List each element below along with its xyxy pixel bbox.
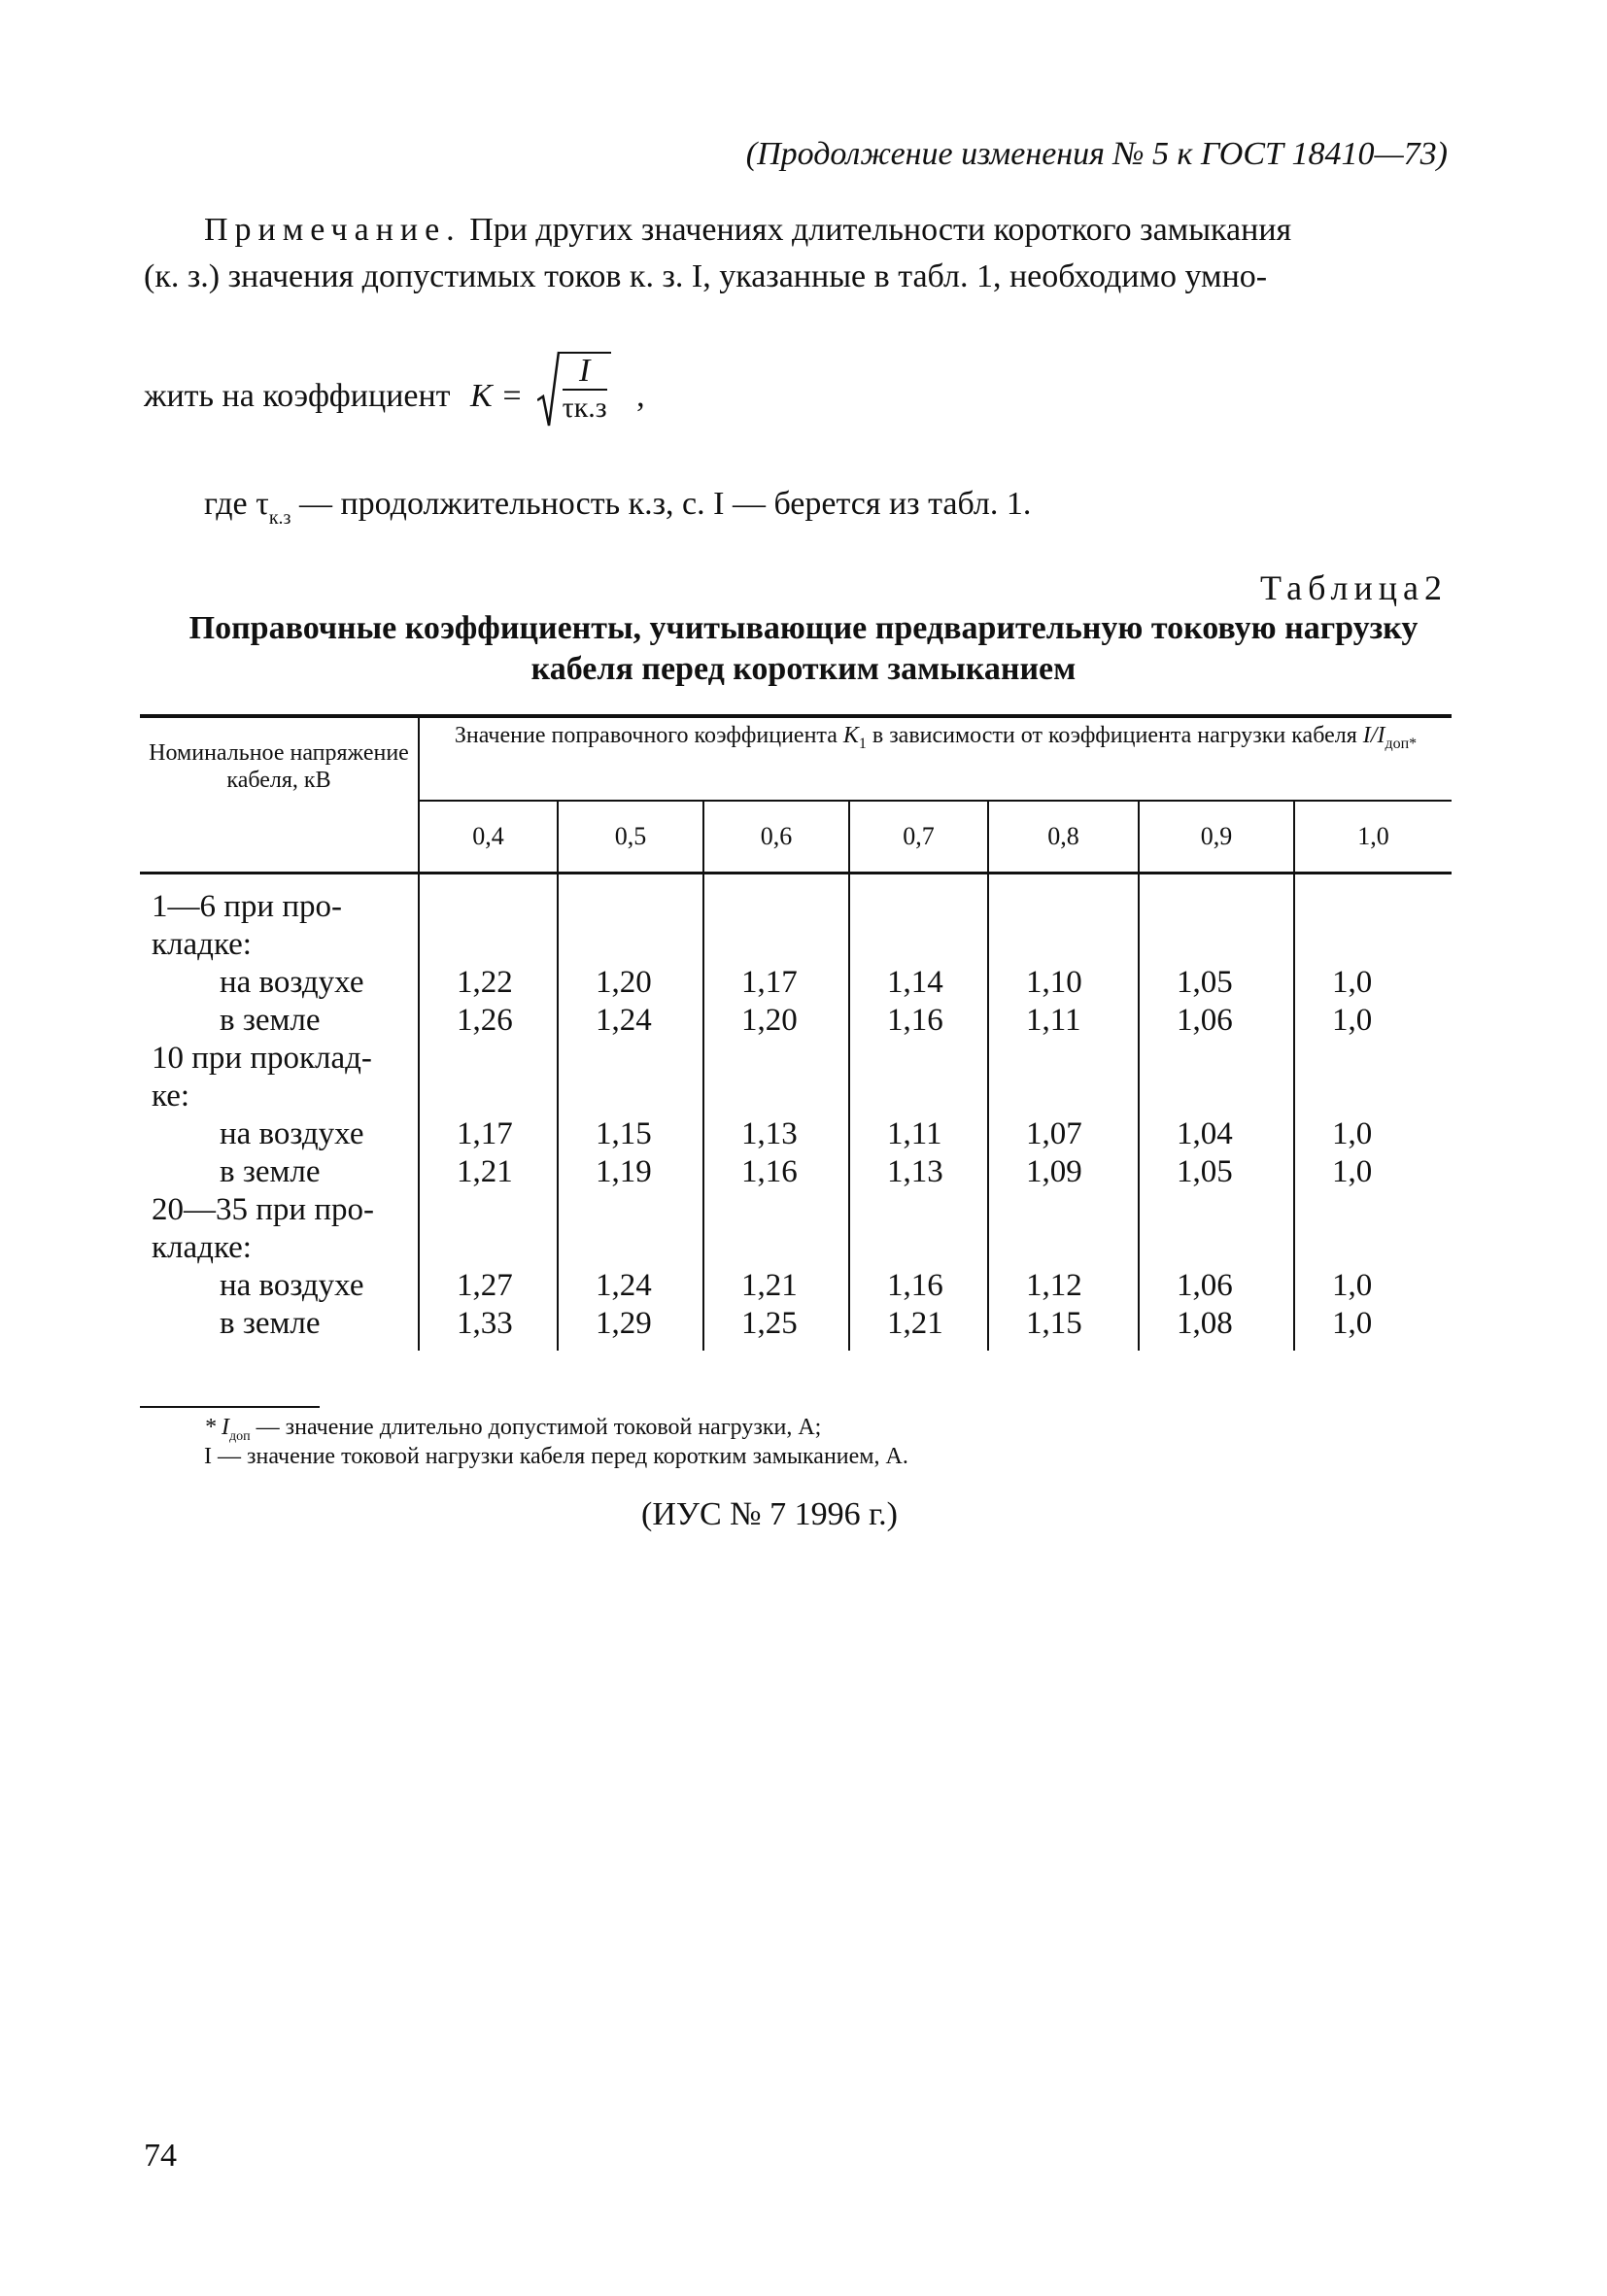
table-cell bbox=[420, 1191, 557, 1229]
table-cell: 1,26 bbox=[457, 1003, 513, 1038]
table-cell bbox=[559, 926, 702, 964]
table-cell bbox=[1295, 888, 1452, 926]
table-cell bbox=[559, 1078, 702, 1115]
sqrt-formula bbox=[537, 352, 611, 429]
group-header-ratio-sub: доп* bbox=[1385, 736, 1418, 752]
table-cell: 1,24 bbox=[596, 1268, 652, 1303]
load-value-header: 0,7 bbox=[849, 801, 988, 874]
table-cell: 1,06 bbox=[1177, 1003, 1233, 1038]
table-title: Поправочные коэффициенты, учитывающие предварительную токовую нагрузку кабеля перед коротким замыканием bbox=[188, 610, 1419, 687]
voltage-column-header: Номинальное напряжение кабеля, кВ bbox=[140, 716, 419, 874]
table-cell: 1,0 bbox=[1332, 1116, 1373, 1151]
table-cell bbox=[420, 888, 557, 926]
table-cell: 1,09 bbox=[1026, 1154, 1082, 1189]
table-cell: 1,07 bbox=[1026, 1116, 1082, 1151]
note-text-4: — продолжительность к.з, с. I — берется из табл. 1. bbox=[291, 486, 1032, 522]
table-cell bbox=[850, 1229, 987, 1267]
table-cell: 1,19 bbox=[596, 1154, 652, 1189]
table-cell bbox=[850, 1078, 987, 1115]
row-label: 20—35 при про- bbox=[152, 1192, 374, 1227]
page-header: (Продолжение изменения № 5 к ГОСТ 18410—73) bbox=[745, 136, 1448, 172]
row-label: в земле bbox=[220, 1154, 321, 1189]
table-cell bbox=[704, 926, 848, 964]
radical-icon bbox=[537, 350, 561, 428]
table-cell: 1,22 bbox=[457, 965, 513, 1000]
table-cell: 1,08 bbox=[1177, 1306, 1233, 1341]
load-value-header: 1,0 bbox=[1294, 801, 1452, 874]
table-cell bbox=[704, 1078, 848, 1115]
table-cell bbox=[989, 888, 1138, 926]
formula-lhs: K = bbox=[470, 377, 524, 414]
load-value-header: 0,9 bbox=[1139, 801, 1294, 874]
group-header-post: в зависимости от коэффициента нагрузки кабеля bbox=[866, 723, 1363, 748]
table-cell: 1,15 bbox=[1026, 1306, 1082, 1341]
table-cell: 1,16 bbox=[741, 1154, 798, 1189]
table-cell bbox=[850, 888, 987, 926]
value-column bbox=[849, 874, 988, 1352]
table-cell bbox=[420, 1078, 557, 1115]
note-text-1: При других значениях длительности короткого замыкания bbox=[469, 212, 1292, 248]
row-label: кладке: bbox=[152, 927, 252, 962]
value-column bbox=[1294, 874, 1452, 1352]
table-cell bbox=[1140, 1191, 1293, 1229]
value-column bbox=[419, 874, 558, 1352]
group-header-ratio: I/I bbox=[1362, 723, 1385, 748]
formula-comma: , bbox=[636, 377, 645, 414]
note-line-4 bbox=[204, 482, 1031, 531]
ius-reference: (ИУС № 7 1996 г.) bbox=[641, 1496, 898, 1532]
load-value-header: 0,8 bbox=[988, 801, 1139, 874]
footnote-1-symbol: * I bbox=[204, 1415, 229, 1440]
table-cell bbox=[1295, 1229, 1452, 1267]
row-label: 1—6 при про- bbox=[152, 889, 342, 924]
note-label: Примечание. bbox=[204, 212, 462, 248]
table-cell bbox=[1140, 926, 1293, 964]
table-cell bbox=[989, 1078, 1138, 1115]
table-cell bbox=[1140, 1040, 1293, 1078]
row-labels bbox=[140, 874, 419, 1352]
note-text-3: жить на коэффициент bbox=[144, 377, 451, 414]
table-cell: 1,16 bbox=[887, 1268, 943, 1303]
table-cell: 1,13 bbox=[887, 1154, 943, 1189]
table-cell bbox=[420, 1229, 557, 1267]
row-label: на воздухе bbox=[220, 965, 364, 1000]
table-cell bbox=[420, 926, 557, 964]
fraction-denominator: τк.з bbox=[562, 392, 607, 424]
table-cell: 1,11 bbox=[1026, 1003, 1081, 1038]
table-cell: 1,12 bbox=[1026, 1268, 1082, 1303]
fraction-numerator: I bbox=[563, 354, 607, 391]
table-cell: 1,05 bbox=[1177, 965, 1233, 1000]
table-cell: 1,21 bbox=[887, 1306, 943, 1341]
table-cell: 1,0 bbox=[1332, 1003, 1373, 1038]
footnote-1-text: — значение длительно допустимой токовой нагрузки, А; bbox=[250, 1415, 822, 1440]
table-cell: 1,17 bbox=[741, 965, 798, 1000]
table-cell: 1,25 bbox=[741, 1306, 798, 1341]
table-cell: 1,20 bbox=[741, 1003, 798, 1038]
table-cell bbox=[704, 888, 848, 926]
value-column bbox=[988, 874, 1139, 1352]
group-header-pre: Значение поправочного коэффициента bbox=[454, 723, 843, 748]
row-label: на воздухе bbox=[220, 1268, 364, 1303]
table-cell: 1,11 bbox=[887, 1116, 942, 1151]
table-cell: 1,17 bbox=[457, 1116, 513, 1151]
table-cell bbox=[704, 1040, 848, 1078]
table-cell: 1,15 bbox=[596, 1116, 652, 1151]
table-cell: 1,33 bbox=[457, 1306, 513, 1341]
table-cell bbox=[1295, 1191, 1452, 1229]
table-cell bbox=[559, 1191, 702, 1229]
footnote-divider bbox=[140, 1406, 320, 1408]
value-column bbox=[1139, 874, 1294, 1352]
table-cell bbox=[989, 1229, 1138, 1267]
table-cell bbox=[989, 926, 1138, 964]
tau-subscript: к.з bbox=[268, 507, 291, 529]
table-cell bbox=[1295, 1078, 1452, 1115]
page-number: 74 bbox=[144, 2138, 177, 2174]
row-label: ке: bbox=[152, 1079, 190, 1114]
group-header-k-sub: 1 bbox=[858, 736, 867, 752]
table-cell bbox=[420, 1040, 557, 1078]
footnote-1 bbox=[204, 1413, 821, 1446]
table-cell: 1,20 bbox=[596, 965, 652, 1000]
table-cell bbox=[850, 1191, 987, 1229]
value-column bbox=[558, 874, 703, 1352]
table-cell bbox=[1295, 1040, 1452, 1078]
table-cell: 1,24 bbox=[596, 1003, 652, 1038]
load-value-header: 0,6 bbox=[703, 801, 849, 874]
table-cell: 1,05 bbox=[1177, 1154, 1233, 1189]
table-cell: 1,16 bbox=[887, 1003, 943, 1038]
table-cell bbox=[559, 1040, 702, 1078]
group-header-k: K bbox=[842, 723, 859, 748]
row-label: в земле bbox=[220, 1003, 321, 1038]
table-cell bbox=[704, 1229, 848, 1267]
row-label: 10 при проклад- bbox=[152, 1041, 372, 1076]
table-cell bbox=[704, 1191, 848, 1229]
note-line-3 bbox=[144, 353, 645, 437]
table-cell: 1,0 bbox=[1332, 1154, 1373, 1189]
table-cell: 1,21 bbox=[741, 1268, 798, 1303]
load-value-header: 0,5 bbox=[558, 801, 703, 874]
table-cell: 1,29 bbox=[596, 1306, 652, 1341]
table-cell: 1,13 bbox=[741, 1116, 798, 1151]
footnote-2: I — значение токовой нагрузки кабеля перед коротким замыканием, А. bbox=[204, 1444, 908, 1469]
note-line-2: (к. з.) значения допустимых токов к. з. I, указанные в табл. 1, необходимо умно- bbox=[144, 258, 1268, 294]
table-cell bbox=[1140, 888, 1293, 926]
table-cell: 1,0 bbox=[1332, 1268, 1373, 1303]
table-cell: 1,14 bbox=[887, 965, 943, 1000]
value-column bbox=[703, 874, 849, 1352]
row-label: в земле bbox=[220, 1306, 321, 1341]
group-header bbox=[419, 716, 1452, 801]
table-cell bbox=[989, 1040, 1138, 1078]
footnote-1-sub: доп bbox=[229, 1429, 251, 1444]
table-cell: 1,10 bbox=[1026, 965, 1082, 1000]
table-cell bbox=[1295, 926, 1452, 964]
fraction bbox=[559, 352, 611, 426]
row-label: на воздухе bbox=[220, 1116, 364, 1151]
coefficients-table bbox=[140, 714, 1452, 1351]
table-cell bbox=[989, 1191, 1138, 1229]
row-label: кладке: bbox=[152, 1230, 252, 1265]
table-cell: 1,06 bbox=[1177, 1268, 1233, 1303]
table-cell bbox=[1140, 1229, 1293, 1267]
table-cell: 1,27 bbox=[457, 1268, 513, 1303]
table-label: Таблица2 bbox=[1260, 568, 1448, 607]
note-line-1 bbox=[204, 208, 1457, 253]
table-cell: 1,21 bbox=[457, 1154, 513, 1189]
table-cell: 1,0 bbox=[1332, 1306, 1373, 1341]
table-cell bbox=[559, 888, 702, 926]
load-value-header: 0,4 bbox=[419, 801, 558, 874]
tau-symbol: где τ bbox=[204, 486, 269, 522]
table-cell: 1,0 bbox=[1332, 965, 1373, 1000]
table-cell: 1,04 bbox=[1177, 1116, 1233, 1151]
table-cell bbox=[559, 1229, 702, 1267]
table-cell bbox=[850, 926, 987, 964]
table-cell bbox=[850, 1040, 987, 1078]
table-cell bbox=[1140, 1078, 1293, 1115]
